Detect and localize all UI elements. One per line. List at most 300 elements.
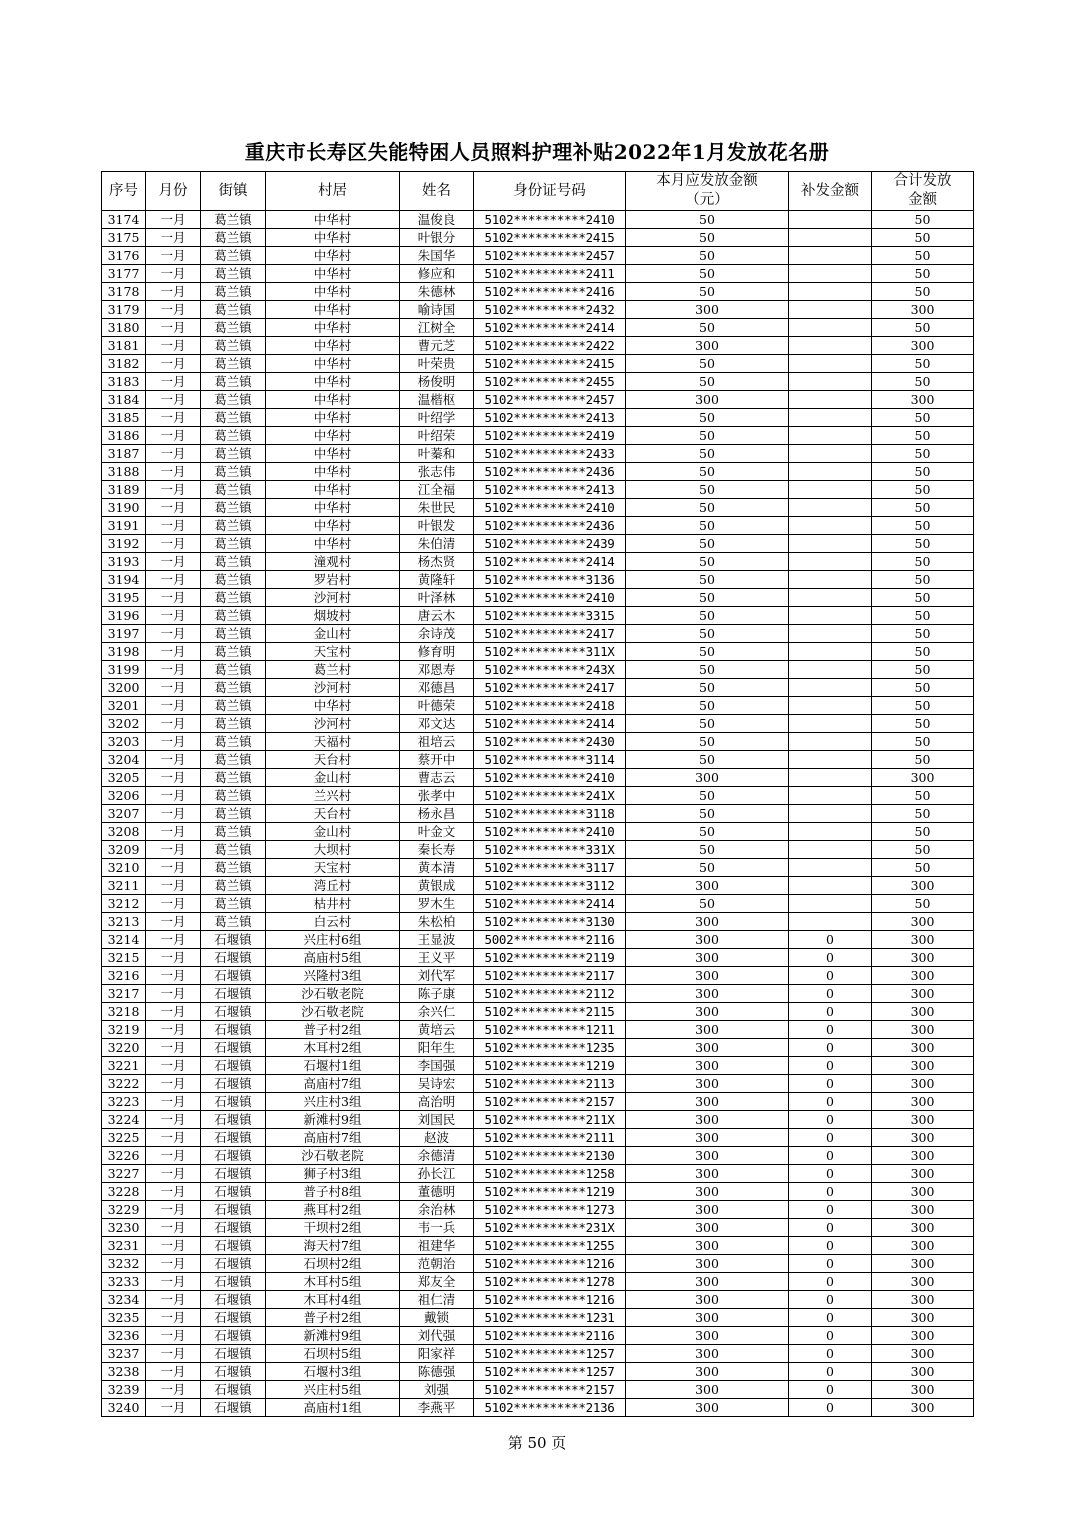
cell-town: 葛兰镇 [201,499,266,517]
cell-seq: 3228 [102,1183,146,1201]
cell-village: 兴庄村3组 [266,1093,400,1111]
cell-total: 50 [872,499,974,517]
cell-id-number: 5102**********331X [474,841,626,859]
cell-town: 葛兰镇 [201,553,266,571]
cell-id-number: 5102**********2111 [474,1129,626,1147]
cell-month: 一月 [146,1345,201,1363]
cell-month: 一月 [146,625,201,643]
cell-id-number: 5102**********2432 [474,301,626,319]
cell-town: 石堰镇 [201,1291,266,1309]
table-row [102,733,974,751]
cell-id-number: 5102**********1255 [474,1237,626,1255]
cell-village: 中华村 [266,265,400,283]
cell-town: 石堰镇 [201,1399,266,1417]
cell-supplement [789,427,872,445]
cell-amount: 300 [626,1237,789,1255]
cell-supplement: 0 [789,1237,872,1255]
cell-month: 一月 [146,949,201,967]
cell-id-number: 5102**********2414 [474,553,626,571]
cell-village: 兴庄村6组 [266,931,400,949]
cell-seq: 3237 [102,1345,146,1363]
cell-amount: 300 [626,985,789,1003]
cell-supplement: 0 [789,1057,872,1075]
header-supplement: 补发金额 [789,172,872,211]
cell-id-number: 5102**********2418 [474,697,626,715]
cell-id-number: 5102**********1257 [474,1363,626,1381]
cell-id-number: 5102**********2414 [474,319,626,337]
cell-supplement: 0 [789,1003,872,1021]
cell-name: 陈子康 [400,985,474,1003]
table-row [102,301,974,319]
cell-amount: 50 [626,679,789,697]
cell-seq: 3229 [102,1201,146,1219]
cell-supplement [789,409,872,427]
cell-town: 葛兰镇 [201,571,266,589]
cell-id-number: 5102**********231X [474,1219,626,1237]
cell-amount: 300 [626,301,789,319]
cell-amount: 300 [626,1075,789,1093]
cell-total: 50 [872,463,974,481]
cell-supplement [789,337,872,355]
cell-month: 一月 [146,679,201,697]
header-total [872,172,974,211]
cell-month: 一月 [146,1129,201,1147]
cell-supplement [789,499,872,517]
cell-name: 朱伯清 [400,535,474,553]
cell-name: 祖仁清 [400,1291,474,1309]
cell-town: 葛兰镇 [201,787,266,805]
cell-id-number: 5102**********2415 [474,355,626,373]
cell-town: 葛兰镇 [201,895,266,913]
cell-month: 一月 [146,355,201,373]
cell-name: 秦长寿 [400,841,474,859]
cell-name: 张孝中 [400,787,474,805]
cell-total: 300 [872,301,974,319]
cell-town: 葛兰镇 [201,409,266,427]
table-row [102,355,974,373]
cell-seq: 3221 [102,1057,146,1075]
cell-seq: 3213 [102,913,146,931]
cell-seq: 3232 [102,1255,146,1273]
cell-total: 300 [872,1201,974,1219]
cell-name: 王义平 [400,949,474,967]
cell-month: 一月 [146,1273,201,1291]
table-row [102,427,974,445]
cell-amount: 50 [626,517,789,535]
table-row [102,895,974,913]
cell-name: 江全福 [400,481,474,499]
cell-month: 一月 [146,499,201,517]
cell-town: 葛兰镇 [201,427,266,445]
cell-month: 一月 [146,823,201,841]
cell-name: 戴锁 [400,1309,474,1327]
cell-month: 一月 [146,1327,201,1345]
cell-month: 一月 [146,1399,201,1417]
cell-seq: 3218 [102,1003,146,1021]
table-row [102,1111,974,1129]
cell-name: 朱世民 [400,499,474,517]
cell-name: 余诗茂 [400,625,474,643]
header-total-line2: 金额 [908,192,937,208]
cell-total: 50 [872,373,974,391]
cell-village: 兰兴村 [266,787,400,805]
table-row [102,247,974,265]
cell-id-number: 5102**********1257 [474,1345,626,1363]
cell-id-number: 5102**********1273 [474,1201,626,1219]
table-row [102,463,974,481]
cell-name: 王显波 [400,931,474,949]
table-row [102,1201,974,1219]
cell-amount: 50 [626,319,789,337]
table-row [102,571,974,589]
cell-amount: 50 [626,823,789,841]
cell-town: 葛兰镇 [201,859,266,877]
cell-amount: 300 [626,1003,789,1021]
cell-month: 一月 [146,859,201,877]
cell-seq: 3196 [102,607,146,625]
cell-village: 中华村 [266,535,400,553]
cell-seq: 3200 [102,679,146,697]
cell-total: 300 [872,1147,974,1165]
cell-village: 狮子村3组 [266,1165,400,1183]
cell-month: 一月 [146,229,201,247]
cell-supplement [789,517,872,535]
cell-name: 喻诗国 [400,301,474,319]
cell-amount: 300 [626,337,789,355]
cell-id-number: 5102**********1216 [474,1291,626,1309]
table-row [102,985,974,1003]
cell-town: 葛兰镇 [201,355,266,373]
cell-name: 江树全 [400,319,474,337]
cell-village: 天宝村 [266,859,400,877]
cell-town: 石堰镇 [201,1273,266,1291]
cell-supplement [789,301,872,319]
cell-id-number: 5102**********2415 [474,229,626,247]
cell-month: 一月 [146,985,201,1003]
cell-amount: 300 [626,1381,789,1399]
cell-supplement: 0 [789,1129,872,1147]
cell-amount: 50 [626,553,789,571]
header-village: 村居 [266,172,400,211]
cell-total: 50 [872,679,974,697]
table-row [102,373,974,391]
cell-town: 葛兰镇 [201,661,266,679]
cell-month: 一月 [146,697,201,715]
cell-name: 黄银成 [400,877,474,895]
table-body [102,211,974,1417]
cell-seq: 3212 [102,895,146,913]
cell-village: 天台村 [266,751,400,769]
table-row [102,1057,974,1075]
cell-id-number: 5102**********2410 [474,769,626,787]
cell-id-number: 5102**********2413 [474,409,626,427]
cell-month: 一月 [146,769,201,787]
cell-name: 高治明 [400,1093,474,1111]
cell-seq: 3181 [102,337,146,355]
cell-name: 温俊良 [400,211,474,229]
cell-id-number: 5102**********211X [474,1111,626,1129]
cell-town: 石堰镇 [201,1309,266,1327]
cell-village: 中华村 [266,391,400,409]
cell-seq: 3211 [102,877,146,895]
table-row [102,1165,974,1183]
cell-seq: 3187 [102,445,146,463]
cell-month: 一月 [146,265,201,283]
cell-total: 50 [872,625,974,643]
cell-month: 一月 [146,247,201,265]
cell-town: 葛兰镇 [201,463,266,481]
cell-supplement [789,265,872,283]
cell-id-number: 5002**********2116 [474,931,626,949]
table-row [102,643,974,661]
cell-town: 葛兰镇 [201,283,266,301]
table-row [102,391,974,409]
header-amount [626,172,789,211]
table-row [102,499,974,517]
cell-seq: 3209 [102,841,146,859]
cell-supplement: 0 [789,967,872,985]
cell-id-number: 5102**********1231 [474,1309,626,1327]
table-row [102,1003,974,1021]
cell-month: 一月 [146,1363,201,1381]
cell-amount: 300 [626,1273,789,1291]
cell-total: 50 [872,787,974,805]
cell-name: 叶绍荣 [400,427,474,445]
cell-name: 修应和 [400,265,474,283]
cell-village: 干坝村2组 [266,1219,400,1237]
cell-town: 石堰镇 [201,1381,266,1399]
cell-amount: 50 [626,427,789,445]
table-row [102,1093,974,1111]
cell-village: 金山村 [266,823,400,841]
cell-name: 范朝治 [400,1255,474,1273]
cell-village: 石坝村5组 [266,1345,400,1363]
cell-id-number: 5102**********2411 [474,265,626,283]
cell-month: 一月 [146,805,201,823]
cell-village: 中华村 [266,427,400,445]
header-total-line1: 合计发放 [893,173,952,189]
cell-town: 石堰镇 [201,1057,266,1075]
cell-supplement [789,733,872,751]
cell-village: 木耳村5组 [266,1273,400,1291]
cell-month: 一月 [146,463,201,481]
cell-name: 罗木生 [400,895,474,913]
cell-id-number: 5102**********2116 [474,1327,626,1345]
table-row [102,1147,974,1165]
cell-seq: 3202 [102,715,146,733]
cell-town: 石堰镇 [201,1363,266,1381]
cell-amount: 50 [626,715,789,733]
cell-seq: 3199 [102,661,146,679]
cell-seq: 3193 [102,553,146,571]
cell-supplement [789,661,872,679]
header-month: 月份 [146,172,201,211]
cell-month: 一月 [146,895,201,913]
cell-town: 葛兰镇 [201,373,266,391]
cell-amount: 300 [626,1093,789,1111]
table-row [102,823,974,841]
cell-town: 葛兰镇 [201,679,266,697]
cell-supplement: 0 [789,1039,872,1057]
cell-amount: 50 [626,229,789,247]
cell-supplement: 0 [789,1363,872,1381]
cell-supplement: 0 [789,1309,872,1327]
cell-town: 葛兰镇 [201,211,266,229]
cell-name: 韦一兵 [400,1219,474,1237]
cell-total: 50 [872,355,974,373]
cell-total: 300 [872,1111,974,1129]
cell-total: 300 [872,1237,974,1255]
cell-town: 石堰镇 [201,1237,266,1255]
cell-village: 沙河村 [266,589,400,607]
cell-name: 刘代军 [400,967,474,985]
cell-village: 中华村 [266,283,400,301]
cell-seq: 3233 [102,1273,146,1291]
table-row [102,1345,974,1363]
cell-month: 一月 [146,607,201,625]
cell-id-number: 5102**********1216 [474,1255,626,1273]
cell-id-number: 5102**********2117 [474,967,626,985]
cell-id-number: 5102**********311X [474,643,626,661]
cell-name: 刘代强 [400,1327,474,1345]
cell-name: 温楷枢 [400,391,474,409]
cell-name: 祖培云 [400,733,474,751]
cell-total: 300 [872,1021,974,1039]
cell-amount: 300 [626,1291,789,1309]
table-row [102,1039,974,1057]
table-row [102,751,974,769]
table-row [102,715,974,733]
cell-supplement [789,319,872,337]
cell-seq: 3222 [102,1075,146,1093]
cell-town: 石堰镇 [201,1003,266,1021]
table-row [102,787,974,805]
cell-town: 葛兰镇 [201,643,266,661]
cell-month: 一月 [146,1201,201,1219]
cell-name: 阳家祥 [400,1345,474,1363]
cell-total: 50 [872,427,974,445]
cell-total: 300 [872,1291,974,1309]
cell-seq: 3226 [102,1147,146,1165]
cell-month: 一月 [146,661,201,679]
cell-name: 余兴仁 [400,1003,474,1021]
cell-month: 一月 [146,1165,201,1183]
cell-id-number: 5102**********2410 [474,589,626,607]
cell-name: 朱松柏 [400,913,474,931]
cell-amount: 50 [626,733,789,751]
cell-town: 葛兰镇 [201,715,266,733]
cell-town: 石堰镇 [201,1093,266,1111]
cell-id-number: 5102**********2457 [474,391,626,409]
cell-total: 50 [872,517,974,535]
cell-amount: 50 [626,247,789,265]
cell-village: 中华村 [266,517,400,535]
cell-name: 邓文达 [400,715,474,733]
cell-id-number: 5102**********2410 [474,211,626,229]
cell-village: 中华村 [266,373,400,391]
cell-seq: 3178 [102,283,146,301]
cell-month: 一月 [146,931,201,949]
cell-village: 兴庄村5组 [266,1381,400,1399]
table-row [102,877,974,895]
table-row [102,949,974,967]
cell-amount: 50 [626,265,789,283]
cell-total: 50 [872,265,974,283]
table-row [102,679,974,697]
cell-id-number: 5102**********2422 [474,337,626,355]
cell-seq: 3223 [102,1093,146,1111]
cell-amount: 50 [626,499,789,517]
cell-town: 石堰镇 [201,1165,266,1183]
cell-name: 李国强 [400,1057,474,1075]
cell-name: 叶绍学 [400,409,474,427]
cell-amount: 50 [626,697,789,715]
cell-name: 蔡开中 [400,751,474,769]
cell-name: 张志伟 [400,463,474,481]
cell-amount: 50 [626,589,789,607]
cell-total: 300 [872,769,974,787]
table-row [102,265,974,283]
cell-id-number: 5102**********3136 [474,571,626,589]
cell-supplement [789,373,872,391]
cell-total: 50 [872,571,974,589]
cell-total: 50 [872,643,974,661]
cell-id-number: 5102**********3117 [474,859,626,877]
cell-name: 杨俊明 [400,373,474,391]
cell-id-number: 5102**********2157 [474,1093,626,1111]
cell-town: 葛兰镇 [201,877,266,895]
header-amount-line2: （元） [685,192,729,208]
cell-total: 50 [872,589,974,607]
cell-town: 石堰镇 [201,1201,266,1219]
cell-name: 杨永昌 [400,805,474,823]
cell-supplement: 0 [789,1021,872,1039]
table-row [102,625,974,643]
cell-seq: 3205 [102,769,146,787]
cell-town: 葛兰镇 [201,319,266,337]
cell-seq: 3183 [102,373,146,391]
cell-id-number: 5102**********3315 [474,607,626,625]
cell-total: 300 [872,1345,974,1363]
cell-id-number: 5102**********2410 [474,823,626,841]
cell-supplement: 0 [789,1075,872,1093]
cell-town: 葛兰镇 [201,517,266,535]
cell-supplement: 0 [789,1345,872,1363]
cell-supplement [789,589,872,607]
cell-amount: 300 [626,1327,789,1345]
cell-name: 叶荣贵 [400,355,474,373]
cell-month: 一月 [146,733,201,751]
cell-total: 50 [872,229,974,247]
cell-seq: 3186 [102,427,146,445]
header-id-number: 身份证号码 [474,172,626,211]
cell-seq: 3216 [102,967,146,985]
cell-name: 刘国民 [400,1111,474,1129]
cell-amount: 50 [626,787,789,805]
document-title: 重庆市长寿区失能特困人员照料护理补贴2022年1月发放花名册 [244,140,830,164]
cell-total: 50 [872,247,974,265]
cell-village: 沙石敬老院 [266,985,400,1003]
cell-name: 叶蓁和 [400,445,474,463]
cell-amount: 50 [626,283,789,301]
cell-town: 葛兰镇 [201,481,266,499]
cell-total: 50 [872,715,974,733]
cell-town: 石堰镇 [201,1111,266,1129]
cell-amount: 50 [626,805,789,823]
cell-supplement: 0 [789,1273,872,1291]
cell-supplement [789,679,872,697]
cell-month: 一月 [146,967,201,985]
